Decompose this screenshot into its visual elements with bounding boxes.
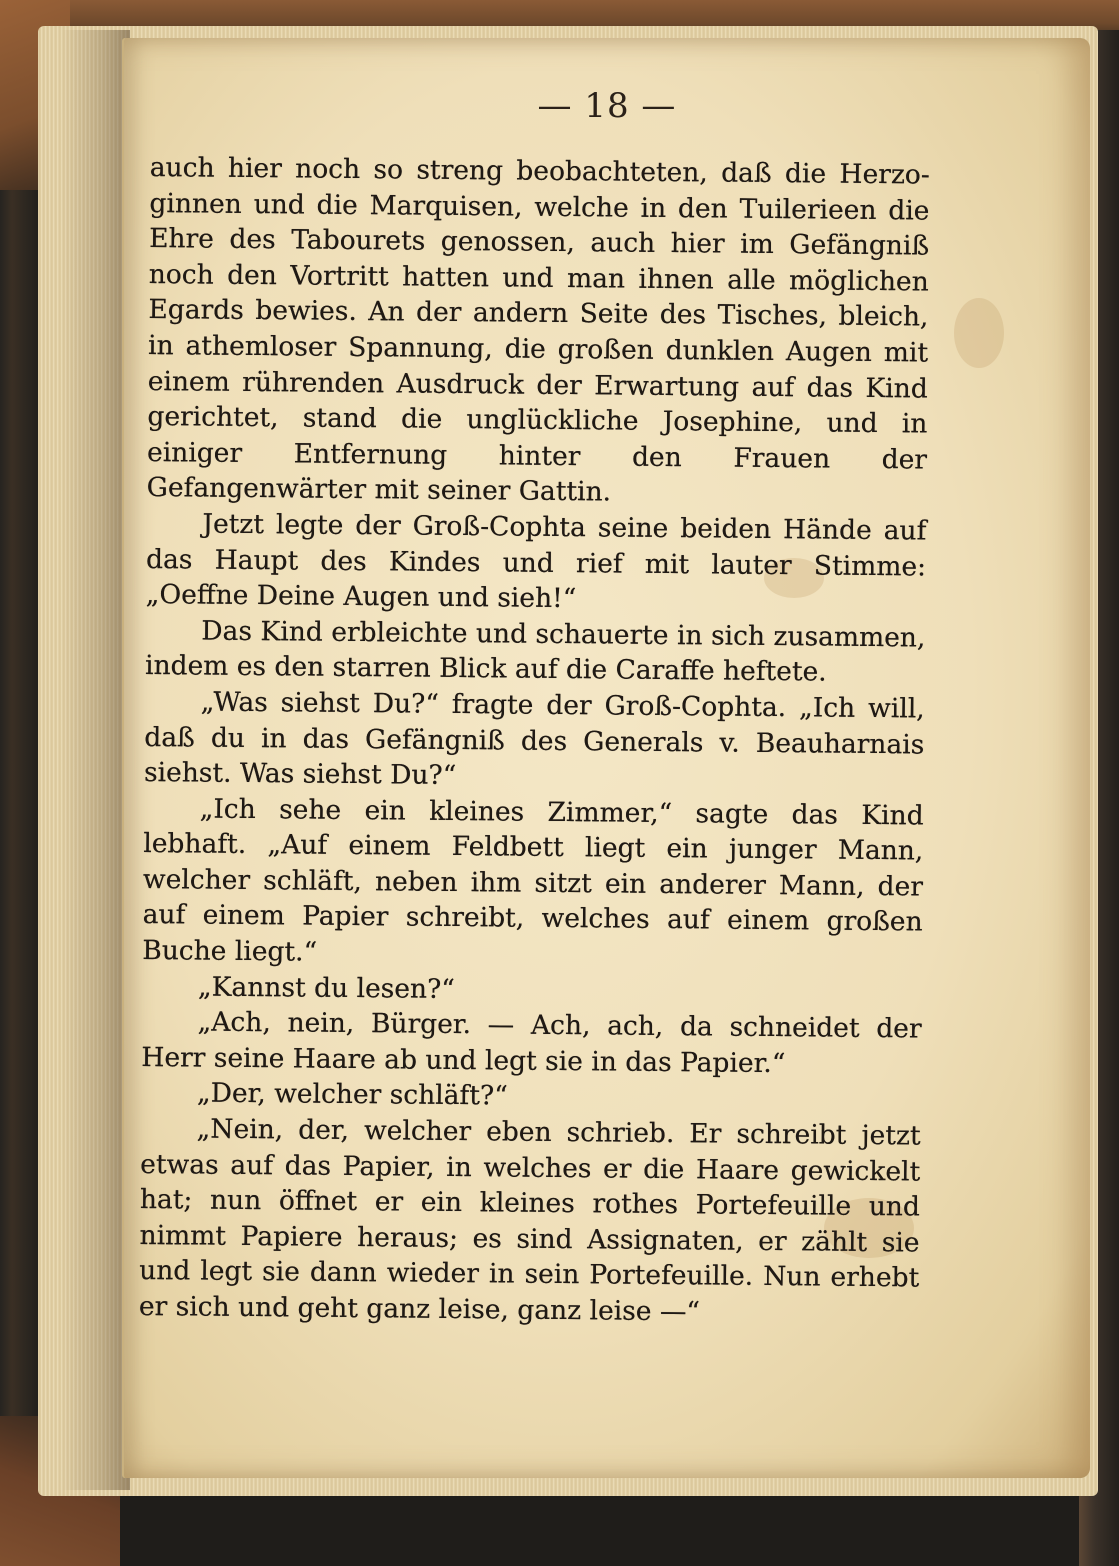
paragraph: „Kannst du lesen?“ [197,971,455,1005]
paragraph: „Ach, nein, Bürger. — Ach, ach, da schneidet der Herr seine Haare ab und legt sie in das Papier.“ [141,1006,922,1079]
paragraph: auch hier noch so streng beobachteten, daß die Herzoginnen und die Marquisen, welche in den Tuilerieen die Ehre des Tabourets genossen, auch hier im Gefängniß noch den Vortritt hatten und man ihnen alle möglichen Egards bewies. An der andern Seite des Tisches, bleich, in athemloser Spannung, die großen dunklen Augen mit einem rührenden Ausdruck der Erwartung auf das Kind gerichtet, stand die unglückliche Josephine, und in einiger Entfernung hinter den Frauen der Gefangenwärter mit seiner Gattin. [146,151,930,508]
paragraph: „Ich sehe ein kleines Zimmer,“ sagte das Kind lebhaft. „Auf einem Feldbett liegt ein junger Mann, welcher schläft, neben ihm sitzt ein anderer Mann, der auf einem Papier schreibt, welches auf einem großen Buche liegt.“ [142,793,924,968]
foxing-spot [954,298,1004,368]
paragraph: „Was siehst Du?“ fragte der Groß-Cophta. „Ich will, daß du in das Gefängniß des Generals v. Beauharnais siehst. Was siehst Du?“ [143,686,925,792]
paragraph: Jetzt legte der Groß-Cophta seine beiden Hände auf das Haupt des Kindes und rief mit lauter Stimme: „Oeffne Deine Augen und sieh!“ [145,508,927,615]
paragraph: „Der, welcher schläft?“ [196,1077,508,1112]
paragraph: Das Kind erbleichte und schauerte in sich zusammen, indem es den starren Blick auf die Caraffe heftete. [144,615,926,688]
page-number: — 18 — [537,86,677,126]
gutter-shadow [60,30,130,1490]
paragraph: „Nein, der, welcher eben schrieb. Er schreibt jetzt etwas auf das Papier, in welches er die Haare gewickelt hat; nun öffnet er ein kleines rothes Portefeuille und nimmt Papiere heraus; es sind Assignaten, er zählt sie und legt sie dann wieder in sein Portefeuille. Nun erhebt er sich und geht ganz leise, ganz leise —“ [138,1113,921,1328]
body-text [139,150,930,1332]
